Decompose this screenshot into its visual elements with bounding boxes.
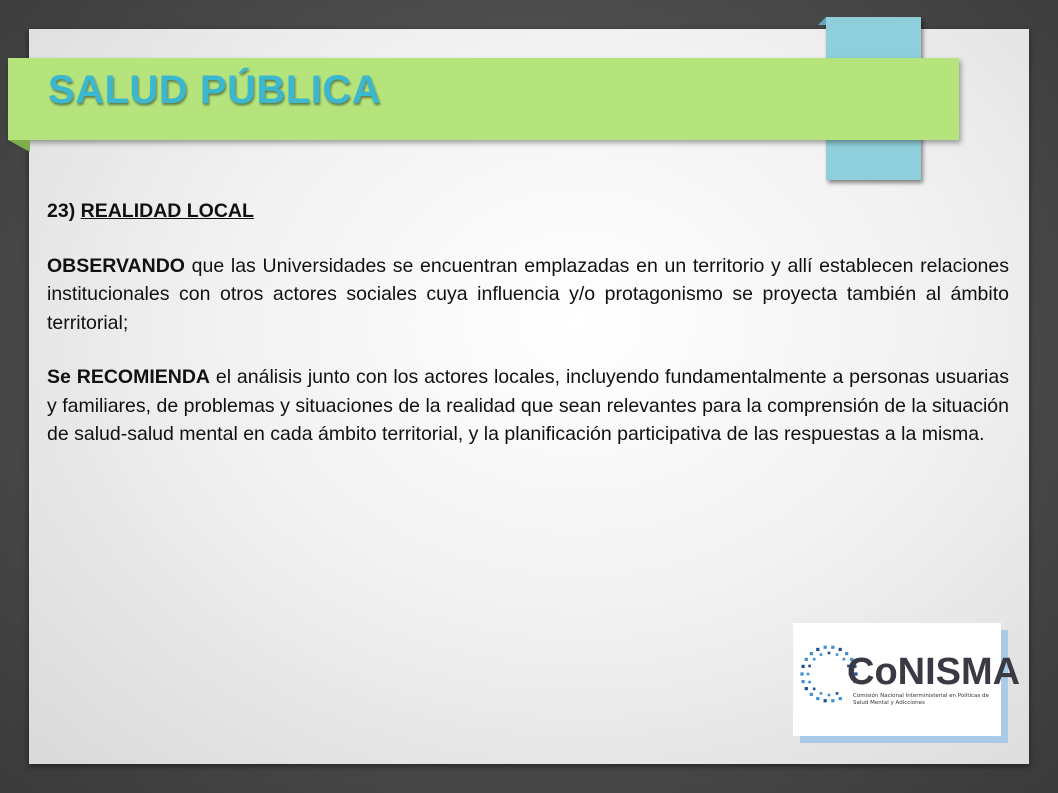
paragraph-body: que las Universidades se encuentran emplazadas en un territorio y allí establecen relaciones institucionales con otros actores sociales cuya influencia y/o protagonismo se proyecta también al ámbito territorial;: [47, 254, 1009, 334]
emblem-dot: [805, 687, 808, 690]
emblem-dot: [836, 692, 839, 695]
emblem-dot: [839, 697, 842, 700]
emblem-dot: [816, 697, 819, 700]
emblem-dot: [828, 694, 831, 697]
logo-name: CoNISMA: [847, 651, 1021, 693]
logo-subtitle: Comisión Nacional Interministerial en Políticas de Salud Mental y Adicciones: [853, 693, 989, 706]
paragraph-lead: Se RECOMIENDA: [47, 366, 210, 388]
emblem-dot: [808, 665, 811, 668]
section-number: 23): [47, 200, 76, 222]
paragraph-recomienda: [47, 363, 1009, 449]
section-heading: [47, 197, 1009, 226]
emblem-dot: [810, 693, 813, 696]
emblem-dot: [820, 653, 823, 656]
emblem-dot: [813, 688, 816, 691]
emblem-dot: [843, 658, 846, 661]
paragraph-body: el análisis junto con los actores locales, incluyendo fundamentalmente a personas usuarias y familiares, de problemas y situaciones de la realidad que sean relevantes para la comprensión de la situación de salud-salud mental en cada ámbito territorial, y la planificación participativa de las respuestas a la misma.: [47, 366, 1009, 445]
emblem-dot: [839, 648, 842, 651]
emblem-dot: [820, 692, 823, 695]
paragraph-lead: OBSERVANDO: [47, 254, 185, 277]
emblem-dot: [801, 665, 804, 668]
emblem-dot: [836, 653, 839, 656]
emblem-dot: [807, 673, 810, 676]
paragraph-observando: [47, 252, 1009, 338]
emblem-dot: [831, 699, 834, 702]
emblem-dot: [810, 652, 813, 655]
emblem-dot: [816, 648, 819, 651]
title-bar: [8, 58, 959, 140]
emblem-dot: [805, 658, 808, 661]
emblem-dot: [808, 681, 811, 684]
emblem-dot: [828, 652, 831, 655]
section-title: REALIDAD LOCAL: [80, 200, 254, 222]
page-title: SALUD PÚBLICA: [48, 68, 382, 112]
emblem-dot: [800, 672, 803, 675]
emblem-dot: [824, 699, 827, 702]
emblem-dot: [831, 646, 834, 649]
slide-content: [47, 197, 1009, 449]
emblem-dot: [824, 646, 827, 649]
emblem-dot: [813, 658, 816, 661]
conisma-logo: [793, 623, 1021, 736]
emblem-dot: [801, 680, 804, 683]
